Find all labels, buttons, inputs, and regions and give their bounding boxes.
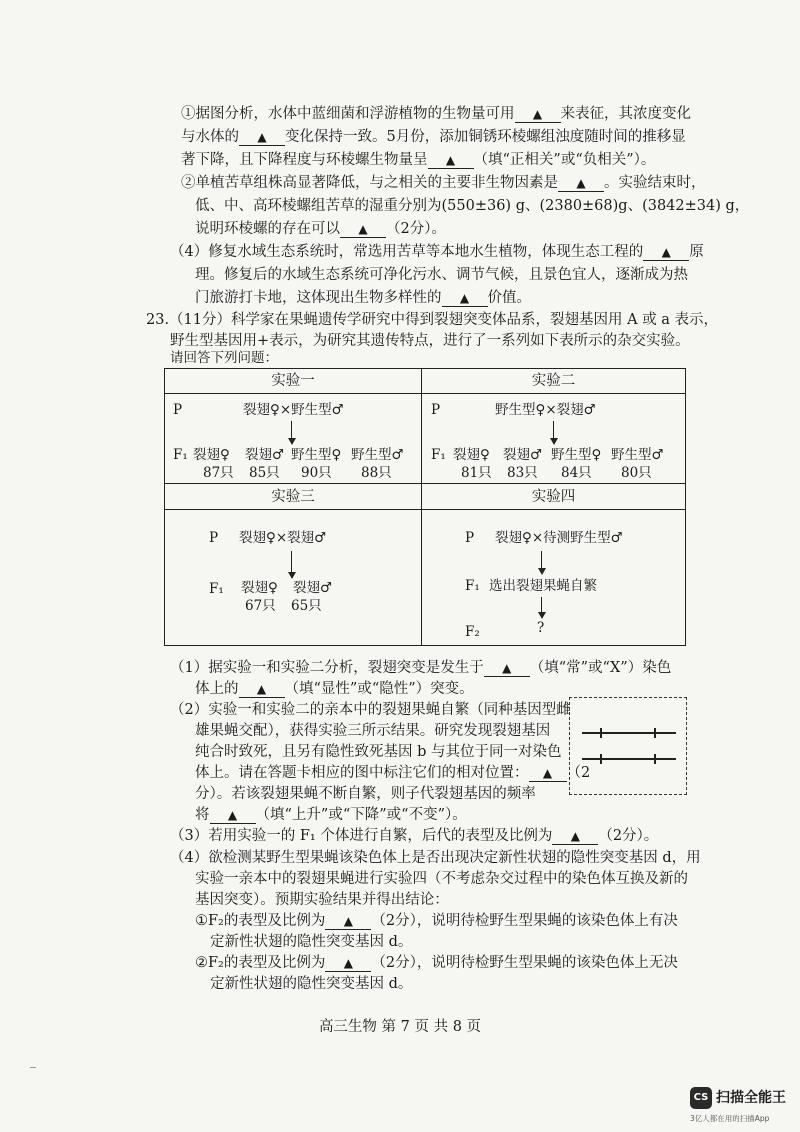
q23-s2-line-4: 体上。请在答题卡相应的图中标注它们的相对位置： ▲ （2 <box>195 765 591 781</box>
answer-blank[interactable]: ▲ <box>239 129 285 146</box>
answer-blank[interactable]: ▲ <box>428 152 474 169</box>
exp2-cross: 野生型♀×裂翅♂ <box>495 402 596 418</box>
exp1-cross: 裂翅♀×野生型♂ <box>243 402 344 418</box>
q23-s2-line-3: 纯合时致死，且另有隐性致死基因 b 与其位于同一对染色 <box>195 744 562 760</box>
scan-smudge <box>30 1067 36 1068</box>
q23-s1-line-1: （1）据实验一和实验二分析，裂翅突变是发生于 ▲ （填“常”或“X”）染色 <box>170 660 672 676</box>
answer-blank[interactable]: ▲ <box>442 290 488 307</box>
exp2-f1-label: F₁ <box>431 447 446 463</box>
chromosome-answer-box[interactable] <box>569 697 687 795</box>
exp4-f1-text: 选出裂翅果蝇自繁 <box>489 578 597 594</box>
exp2-offspring: 野生型♀ <box>551 447 602 463</box>
q23-s2-line-2: 雄果蝇交配），获得实验三所示结果。研究发现裂翅基因 <box>195 723 551 739</box>
answer-blank[interactable]: ▲ <box>340 221 386 238</box>
q23-s4-line-4: ①F₂的表型及比例为 ▲ （2分），说明待检野生型果蝇的该染色体上有决 <box>195 913 678 929</box>
exp3-p-label: P <box>209 530 219 546</box>
q23-s2-line-6: 将 ▲ （填“上升”或“下降”或“不变”）。 <box>195 807 467 823</box>
exp2-offspring: 裂翅♂ <box>503 447 543 463</box>
exp1-offspring: 野生型♂ <box>351 447 404 463</box>
exp3-count: 67只 <box>245 598 276 614</box>
exp1-p-label: P <box>173 402 183 418</box>
answer-blank[interactable]: ▲ <box>515 106 561 123</box>
exp1-offspring: 野生型♀ <box>291 447 342 463</box>
q22-line-1: ①据图分析，水体中蓝细菌和浮游植物的生物量可用 ▲ 来表征，其浓度变化 <box>181 106 691 122</box>
exp1-title: 实验一 <box>271 373 315 389</box>
table-divider <box>165 483 685 484</box>
q23-s4-line-1: （4）欲检测某野生型果蝇该染色体上是否出现决定新性状翅的隐性突变基因 d，用 <box>170 850 701 866</box>
q22-line-8: 理。修复后的水域生态系统可净化污水、调节气候，且景色宜人，逐渐成为热 <box>195 267 688 283</box>
exp1-offspring: 裂翅♂ <box>245 447 285 463</box>
exp3-title: 实验三 <box>271 489 315 505</box>
answer-blank[interactable]: ▲ <box>558 175 604 192</box>
exp4-f1-label: F₁ <box>465 578 480 594</box>
page-footer: 高三生物 第 7 页 共 8 页 <box>318 1019 482 1035</box>
exp4-arrow <box>541 551 542 573</box>
exp1-f1-label: F₁ <box>173 447 188 463</box>
exp4-cross: 裂翅♀×待测野生型♂ <box>495 530 623 546</box>
exp3-offspring: 裂翅♂ <box>293 580 333 596</box>
q23-s1-line-2: 体上的 ▲ （填“显性”或“隐性”）突变。 <box>195 681 474 697</box>
exp3-offspring: 裂翅♀ <box>241 580 278 596</box>
exp4-f2-text: ? <box>537 620 545 636</box>
table-divider <box>165 509 685 510</box>
exp2-offspring: 裂翅♀ <box>453 447 490 463</box>
exp4-p-label: P <box>465 530 475 546</box>
table-divider <box>165 393 685 394</box>
exp2-count: 80只 <box>621 465 652 481</box>
exp2-title: 实验二 <box>531 373 576 389</box>
cs-logo-icon: CS <box>690 1087 712 1109</box>
answer-blank[interactable]: ▲ <box>210 807 256 824</box>
q23-s4-line-6: ②F₂的表型及比例为 ▲ （2分），说明待检野生型果蝇的该染色体上无决 <box>195 955 678 971</box>
q23-intro-1: 23.（11分）科学家在果蝇遗传学研究中得到裂翅突变体品系，裂翅基因用 A 或 a 表示， <box>146 312 719 328</box>
locus-tick <box>600 728 602 738</box>
exp2-count: 81只 <box>461 465 492 481</box>
locus-tick <box>600 754 602 764</box>
exp1-arrow <box>291 421 292 443</box>
experiment-table <box>164 368 686 646</box>
q22-line-5: 低、中、高环棱螺组苦草的湿重分别为(550±36) g、(2380±68)g、(3842±34) g， <box>195 198 750 214</box>
q23-intro-3: 请回答下列问题： <box>170 350 278 366</box>
scanner-title: 扫描全能王 <box>716 1090 786 1106</box>
q23-intro-2: 野生型基因用+表示，为研究其遗传特点，进行了一系列如下表所示的杂交实验。 <box>170 333 690 349</box>
chromosome-line <box>582 732 676 734</box>
q23-s3-line-1: （3）若用实验一的 F₁ 个体进行自繁，后代的表型及比例为 ▲ （2分）。 <box>170 828 659 844</box>
q23-s2-line-1: （2）实验一和实验二的亲本中的裂翅果蝇自繁（同种基因型雌 <box>170 702 571 718</box>
locus-tick <box>654 728 656 738</box>
exp4-title: 实验四 <box>531 489 576 505</box>
exp2-count: 83只 <box>507 465 538 481</box>
q23-s4-line-2: 实验一亲本中的裂翅果蝇进行实验四（不考虑杂交过程中的染色体互换及新的 <box>195 871 688 887</box>
answer-blank[interactable]: ▲ <box>643 244 689 261</box>
q22-line-9: 门旅游打卡地，这体现出生物多样性的 ▲ 价值。 <box>195 290 531 306</box>
answer-blank[interactable]: ▲ <box>484 660 530 677</box>
q22-line-3: 著下降，且下降程度与环棱螺生物量呈 ▲ （填“正相关”或“负相关”）。 <box>181 152 656 168</box>
chromosome-line <box>582 758 676 760</box>
exp2-p-label: P <box>431 402 441 418</box>
q22-line-7: （4）修复水域生态系统时，常选用苦草等本地水生植物，体现生态工程的 ▲ 原 <box>170 244 704 260</box>
exp4-f2-label: F₂ <box>465 624 480 640</box>
exp2-offspring: 野生型♂ <box>611 447 664 463</box>
q23-s4-line-7: 定新性状翅的隐性突变基因 d。 <box>210 976 413 992</box>
exp1-count: 85只 <box>249 465 280 481</box>
q23-s4-line-3: 基因突变）。预期实验结果并得出结论： <box>195 892 449 908</box>
exp3-cross: 裂翅♀×裂翅♂ <box>239 530 327 546</box>
exp2-arrow <box>553 421 554 443</box>
answer-blank[interactable]: ▲ <box>239 681 285 698</box>
answer-blank[interactable]: ▲ <box>325 955 371 972</box>
q23-s4-line-5: 定新性状翅的隐性突变基因 d。 <box>210 934 413 950</box>
exp1-count: 87只 <box>203 465 234 481</box>
exp3-arrow <box>291 551 292 577</box>
q23-s2-line-5: 分）。若该裂翅果蝇不断自繁，则子代裂翅基因的频率 <box>195 786 536 802</box>
exp3-count: 65只 <box>291 598 322 614</box>
scanner-subtitle: 3亿人都在用的扫描App <box>690 1114 770 1123</box>
exp3-f1-label: F₁ <box>209 581 224 597</box>
answer-blank[interactable]: ▲ <box>529 765 567 782</box>
q22-line-4: ②单植苦草组株高显著降低，与之相关的主要非生物因素是 ▲ 。实验结束时， <box>181 175 706 191</box>
exp1-count: 90只 <box>301 465 332 481</box>
answer-blank[interactable]: ▲ <box>325 913 371 930</box>
locus-tick <box>654 754 656 764</box>
exp2-count: 84只 <box>561 465 592 481</box>
exp1-offspring: 裂翅♀ <box>193 447 230 463</box>
exp4-arrow <box>541 597 542 617</box>
q22-line-2: 与水体的 ▲ 变化保持一致。5月份，添加铜锈环棱螺组浊度随时间的推移显 <box>181 129 686 145</box>
answer-blank[interactable]: ▲ <box>552 828 598 845</box>
exp1-count: 88只 <box>361 465 392 481</box>
q22-line-6: 说明环棱螺的存在可以 ▲ （2分）。 <box>195 221 446 237</box>
